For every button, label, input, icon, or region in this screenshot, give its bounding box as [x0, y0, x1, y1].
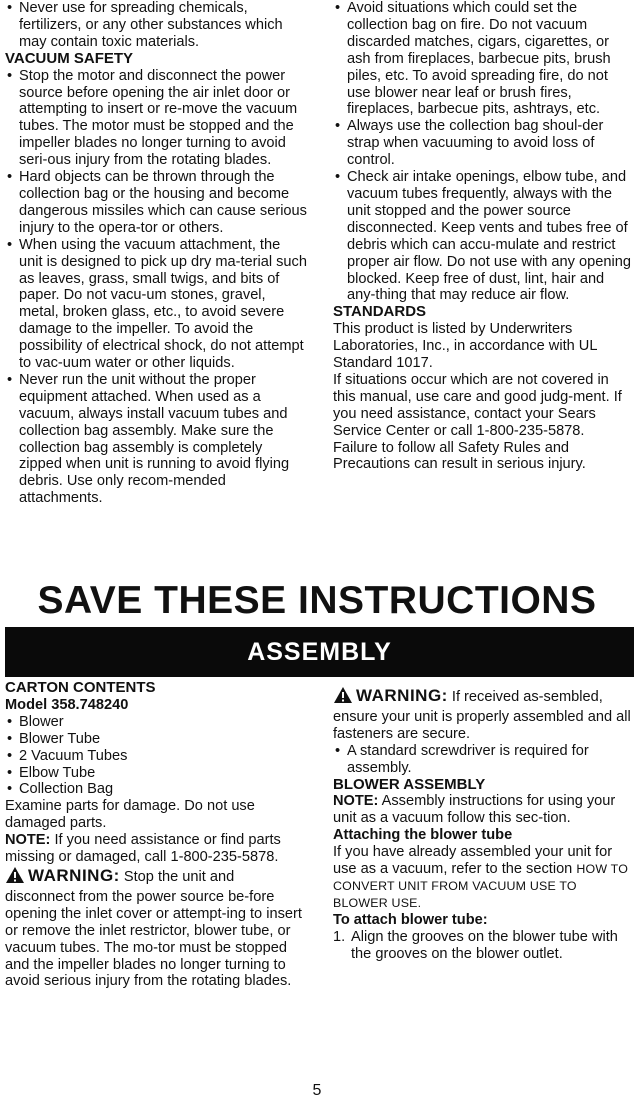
- left-bottom-column: [5, 680, 307, 990]
- standards-heading: STANDARDS: [333, 303, 427, 321]
- list-item: • Never run the unit without the proper equipment attached. When used as a vacuum, always install vacuum tubes and collection bag assembly. Make sure the collection bag assembly is completely zipped when unit is running to avoid flying debris. Use only recom-mended attachments.: [5, 372, 307, 507]
- note-paragraph: [5, 832, 307, 866]
- vacuum-safety-list: [5, 68, 307, 508]
- note-text: Assembly instructions for using your unit as a vacuum follow this sec-tion.: [333, 793, 616, 827]
- list-item: • Hard objects can be thrown through the collection bag or the housing and become dangerous missiles which can cause serious injury to the opera-tor or others.: [5, 169, 307, 237]
- list-item: • Check air intake openings, elbow tube, and vacuum tubes frequently, always with the unit stopped and the power source disconnected. Keep vents and tubes free of debris which can accu-mulate and restrict proper air flow. Do not use with any opening blocked. Keep free of dust, lint, hair and any-thing that may reduce air flow.: [333, 169, 632, 304]
- assembly-list: [333, 743, 632, 777]
- step-item: [333, 929, 632, 963]
- list-item: • Collection Bag: [5, 781, 307, 798]
- list-item: • Always use the collection bag shoul-der strap when vacuuming to avoid loss of control.: [333, 118, 632, 169]
- attaching-heading: Attaching the blower tube: [333, 827, 513, 844]
- standards-paragraph: This product is listed by Underwriters Laboratories, Inc., in accordance with UL Standard 1017.: [333, 321, 597, 372]
- steps-list: [333, 929, 632, 963]
- section-reference: HOW TO CONVERT UNIT FROM VACUUM USE TO BLOWER USE.: [333, 862, 629, 910]
- blower-assembly-heading: BLOWER ASSEMBLY: [333, 775, 486, 793]
- warning-label: WARNING:: [356, 686, 448, 705]
- list-item: • Never use for spreading chemicals, fertilizers, or any other substances which may contain toxic materials.: [5, 0, 307, 51]
- list-item: • Avoid situations which could set the collection bag on fire. Do not vacuum discarded matches, cigars, cigarettes, or ash from fireplaces, barbecue pits, brush piles, etc. To avoid spreading fire, do not use blower near leaf or brush fires, fireplaces, barbecue pits, ashtrays, etc.: [333, 0, 632, 118]
- list-item: • When using the vacuum attachment, the unit is designed to pick up dry ma-terial such as leaves, grass, small twigs, and bits of paper. Do not vacu-um stones, gravel, metal, broken glass, etc., to avoid severe damage to the impeller. To avoid the possibility of electrical shock, do not attempt to vac-uum water or other liquids.: [5, 237, 307, 372]
- step-number: 1.: [333, 928, 346, 945]
- carton-contents-list: [5, 714, 307, 799]
- page-number: 5: [312, 1082, 322, 1099]
- standards-paragraph: If situations occur which are not covered in this manual, use care and good judg-ment. If you need assistance, contact your Sears Service Center or call 1-800-235-5878. Failure to follow all Safety Rules and Precautions can result in serious injury.: [333, 371, 622, 473]
- right-safety-list: [333, 0, 632, 304]
- warning-label: WARNING:: [28, 865, 120, 885]
- note-text: If you need assistance or find parts missing or damaged, call 1-800-235-5878.: [5, 832, 281, 866]
- note-label: NOTE:: [5, 832, 51, 849]
- attaching-text: If you have already assembled your unit for use as a vacuum, refer to the section: [333, 844, 613, 878]
- step-text: Align the grooves on the blower tube with the grooves on the blower outlet.: [351, 928, 618, 962]
- examine-paragraph: Examine parts for damage. Do not use damaged parts.: [5, 798, 255, 832]
- save-instructions-title: SAVE THESE INSTRUCTIONS: [37, 579, 597, 622]
- attaching-paragraph: [333, 844, 632, 912]
- intro-list: [5, 0, 307, 51]
- model-number: Model 358.748240: [5, 696, 129, 713]
- carton-contents-heading: CARTON CONTENTS: [5, 679, 156, 696]
- list-item: • Blower Tube: [5, 731, 307, 748]
- warning-text: If received as-sembled, ensure your unit is properly assembled and all fasteners are secure.: [333, 689, 631, 742]
- warning-paragraph: [5, 866, 307, 990]
- list-item: • A standard screwdriver is required for assembly.: [333, 743, 632, 777]
- list-item: • Blower: [5, 714, 307, 731]
- right-top-column: [333, 0, 632, 473]
- list-item: • 2 Vacuum Tubes: [5, 748, 307, 765]
- right-bottom-column: [333, 686, 632, 963]
- note-paragraph: [333, 793, 632, 827]
- assembly-banner: ASSEMBLY: [5, 627, 634, 677]
- list-item: • Elbow Tube: [5, 765, 307, 782]
- warning-paragraph: [333, 686, 632, 743]
- vacuum-safety-heading: VACUUM SAFETY: [5, 49, 134, 67]
- list-item: • Stop the motor and disconnect the power source before opening the air inlet door or attempting to insert or re-move the vacuum tubes. The motor must be stopped and the impeller blades no longer turning to avoid seri-ous injury from the rotating blades.: [5, 68, 307, 169]
- note-label: NOTE:: [333, 793, 379, 810]
- left-top-column: [5, 0, 307, 507]
- to-attach-heading: To attach blower tube:: [333, 911, 488, 928]
- warning-triangle-icon: [333, 686, 353, 709]
- warning-triangle-icon: [5, 866, 25, 889]
- warning-text: Stop the unit and disconnect from the power source be-fore opening the inlet cover or attempt-ing to insert or remove the inlet restrictor, blower tube, or vacuum tubes. The mo-tor must be stopped and the impeller blades no longer turning to avoid serious injury from the rotating blades.: [5, 868, 302, 990]
